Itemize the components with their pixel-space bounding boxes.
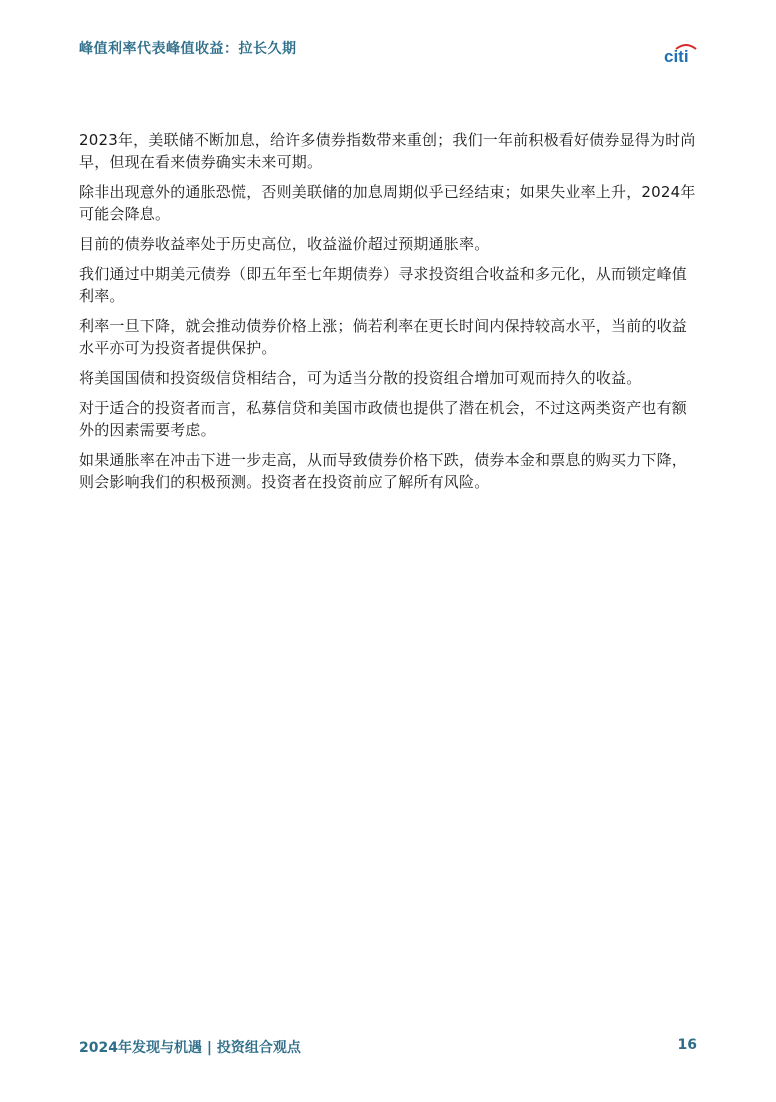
body-content	[79, 129, 699, 501]
footer-publication-title: 2024年发现与机遇 | 投资组合观点	[79, 1040, 301, 1056]
paragraph-6: 将美国国债和投资级信贷相结合，可为适当分散的投资组合增加可观而持久的收益。	[79, 369, 642, 387]
footer-page-number: 16	[677, 1037, 697, 1053]
paragraph-1: 2023年，美联储不断加息，给许多债券指数带来重创；我们一年前积极看好债券显得为时尚早，但现在看来债券确实未来可期。	[79, 131, 696, 171]
citi-logo-text: citi	[664, 47, 689, 64]
paragraph-8: 如果通胀率在冲击下进一步走高，从而导致债券价格下跌，债券本金和票息的购买力下降，则会影响我们的积极预测。投资者在投资前应了解所有风险。	[79, 451, 688, 491]
paragraph-4: 我们通过中期美元债券（即五年至七年期债券）寻求投资组合收益和多元化，从而锁定峰值利率。	[79, 265, 688, 305]
paragraph-2: 除非出现意外的通胀恐慌，否则美联储的加息周期似乎已经结束；如果失业率上升，2024年可能会降息。	[79, 183, 696, 223]
page-header-title: 峰值利率代表峰值收益：拉长久期	[79, 41, 297, 57]
paragraph-7: 对于适合的投资者而言，私募信贷和美国市政债也提供了潜在机会，不过这两类资产也有额外的因素需要考虑。	[79, 399, 688, 439]
paragraph-3: 目前的债券收益率处于历史高位，收益溢价超过预期通胀率。	[79, 235, 490, 253]
paragraph-5: 利率一旦下降，就会推动债券价格上涨；倘若利率在更长时间内保持较高水平，当前的收益水平亦可为投资者提供保护。	[79, 317, 688, 357]
citi-logo	[664, 40, 698, 64]
